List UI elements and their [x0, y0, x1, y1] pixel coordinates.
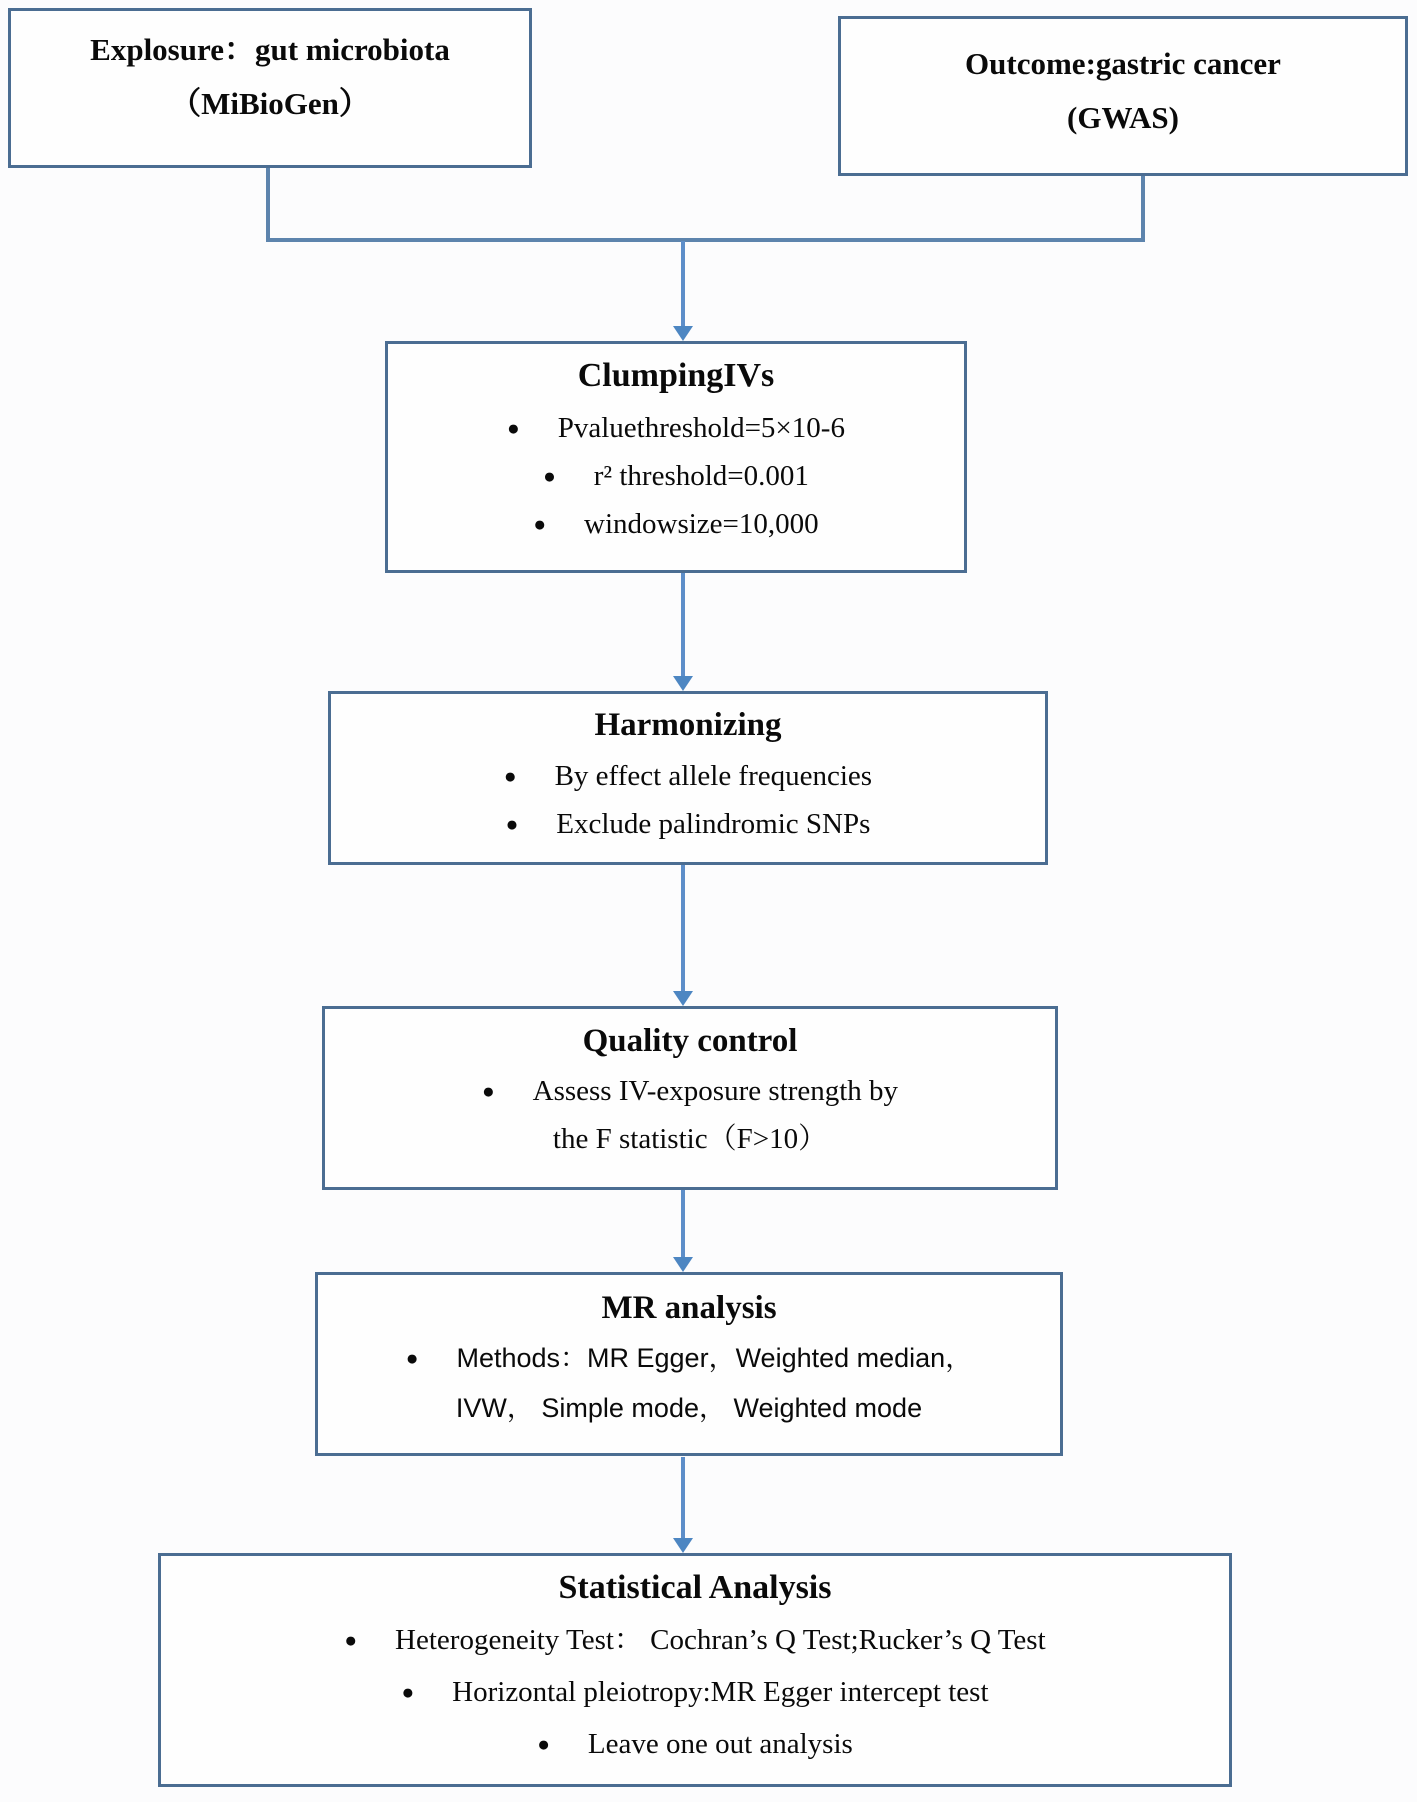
bullet-text: Pvaluethreshold=5×10-6 [557, 412, 845, 444]
harmonizing-box [328, 691, 1048, 865]
bullet-icon: ● [533, 511, 547, 536]
bullet-icon: ● [344, 1627, 358, 1652]
connector-right-stub [1141, 174, 1145, 242]
arrowhead-icon [673, 1257, 693, 1272]
exposure-subtitle: （MiBioGen） [170, 86, 370, 121]
stats-title: Statistical Analysis [558, 1569, 832, 1606]
quality-control-box [322, 1006, 1058, 1190]
statistical-analysis-box [158, 1553, 1232, 1787]
outcome-box [838, 16, 1408, 176]
connector-left-stub [266, 166, 270, 242]
arrow-shaft [681, 864, 685, 991]
mr-analysis-box [315, 1272, 1063, 1456]
bullet-icon: ● [405, 1345, 419, 1370]
clumping-bullet-1 [507, 404, 845, 452]
bullet-text: Methods：MR Egger，Weighted median， [456, 1343, 973, 1373]
bullet-icon: ● [507, 415, 520, 440]
clumping-box [385, 341, 967, 573]
bullet-icon: ● [543, 463, 556, 488]
arrow-shaft [681, 572, 685, 676]
arrowhead-icon [673, 1538, 693, 1553]
arrowhead-icon [673, 991, 693, 1006]
exposure-box [8, 8, 532, 168]
clumping-bullet-3 [533, 500, 818, 548]
bullet-text: Exclude palindromic SNPs [556, 808, 871, 840]
bullet-icon: ● [503, 763, 517, 788]
quality-title: Quality control [582, 1023, 798, 1059]
bullet-icon: ● [505, 811, 519, 836]
bullet-text: Horizontal pleiotropy:MR Egger intercept test [452, 1676, 989, 1708]
bullet-icon: ● [481, 1078, 495, 1103]
mr-title: MR analysis [601, 1290, 777, 1326]
outcome-subtitle: (GWAS) [1067, 100, 1179, 135]
bullet-icon: ● [537, 1731, 550, 1756]
arrowhead-icon [673, 326, 693, 341]
exposure-title: Explosure：gut microbiota [90, 32, 450, 67]
arrow-shaft [681, 241, 685, 327]
quality-bullet-1 [482, 1067, 898, 1115]
harmonizing-bullet-2 [506, 800, 871, 848]
stats-bullet-2 [401, 1666, 988, 1718]
mr-bullet-1 [406, 1333, 972, 1383]
arrowhead-icon [673, 676, 693, 691]
bullet-text: windowsize=10,000 [584, 508, 819, 540]
bullet-icon: ● [401, 1679, 415, 1704]
bullet-text: Heterogeneity Test： Cochran’s Q Test;Rucker’s Q Test [395, 1624, 1046, 1656]
bullet-text: r² threshold=0.001 [593, 460, 809, 492]
bullet-text: Assess IV-exposure strength by [532, 1075, 899, 1107]
outcome-title: Outcome:gastric cancer [965, 46, 1281, 81]
stats-bullet-1 [344, 1614, 1045, 1666]
connector-horizontal [266, 238, 1145, 242]
arrow-shaft [681, 1189, 685, 1257]
clumping-title: ClumpingIVs [577, 357, 775, 394]
stats-bullet-3 [537, 1718, 853, 1770]
quality-bullet-continuation: the F statistic（F>10） [552, 1123, 828, 1155]
arrow-shaft [681, 1457, 685, 1538]
clumping-bullet-2 [543, 452, 809, 500]
harmonizing-bullet-1 [504, 752, 872, 800]
harmonizing-title: Harmonizing [594, 707, 782, 743]
bullet-text: Leave one out analysis [587, 1728, 853, 1760]
bullet-text: By effect allele frequencies [554, 760, 873, 792]
mr-bullet-continuation: IVW， Simple mode， Weighted mode [455, 1393, 923, 1423]
